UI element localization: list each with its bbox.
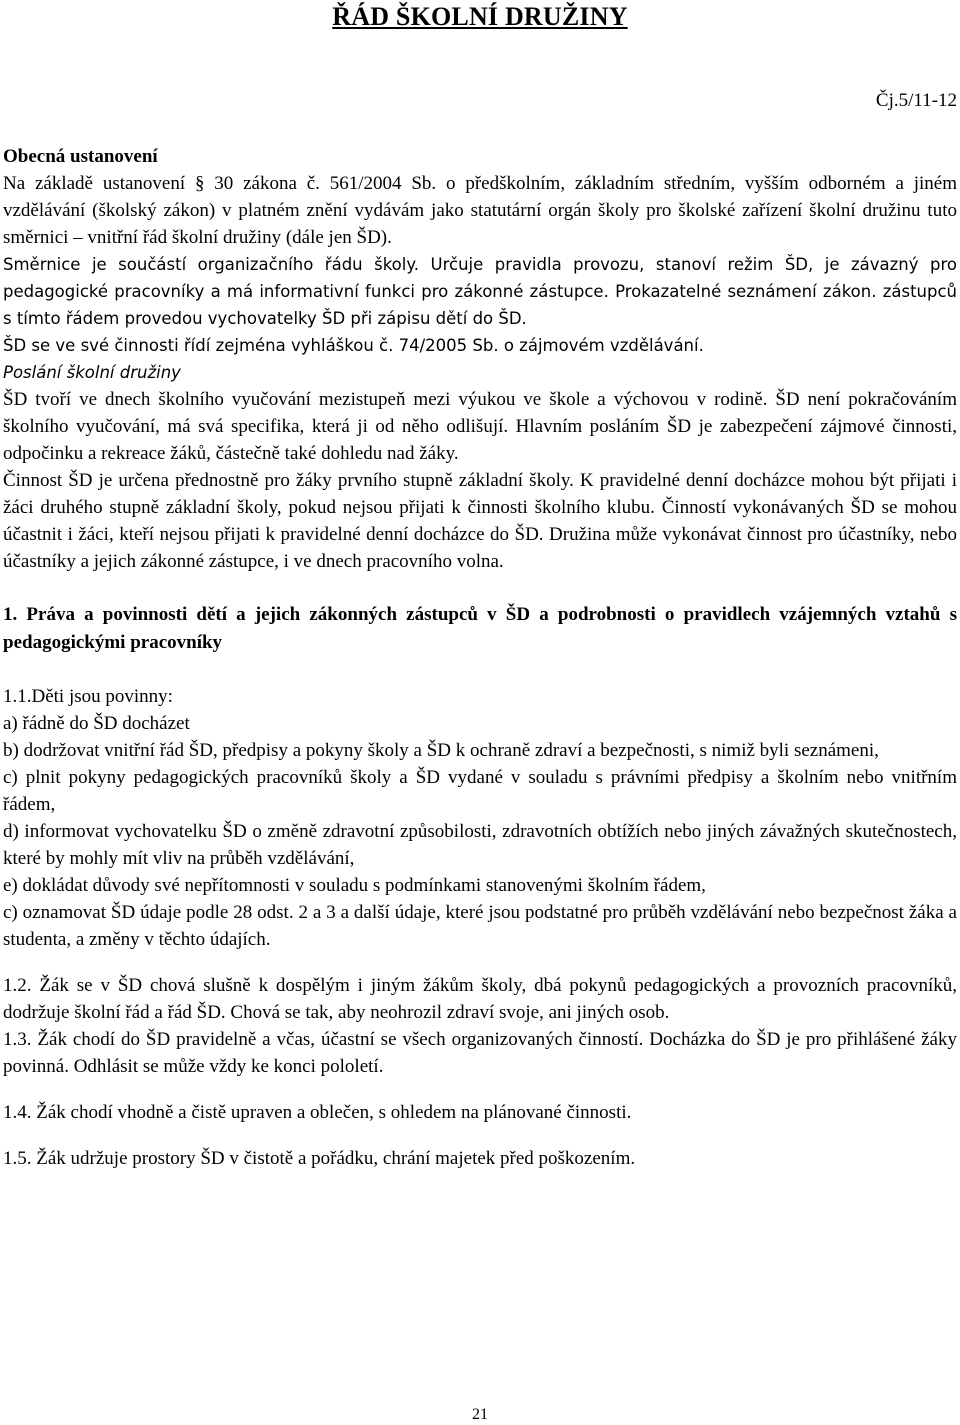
general-text-3-span: Určuje pravidla provozu, stanoví režim ŠD, je závazný pro pedagogické pracovníky a má informativní funkci pro zákonné zástupce. (3, 255, 957, 301)
spacer (3, 1126, 957, 1145)
general-text-5: ŠD se ve své činnosti řídí zejména vyhláškou č. 74/2005 Sb. o zájmovém vzdělávání. (3, 336, 704, 355)
document-body (3, 143, 957, 1172)
spacer (3, 657, 957, 683)
item-1-4: 1.4. Žák chodí vhodně a čistě upraven a oblečen, s ohledem na plánované činnosti. (3, 1102, 632, 1123)
spacer (3, 575, 957, 601)
general-text: Na základě ustanovení § 30 zákona č. 561/2004 Sb. o předškolním, základním středním, vyšším odborném a jiném vzdělávání (školský zákon) v platném znění vydávám jako statutární orgán školy pro školské zařízení školní družinu tuto směrnici – vnitřní řád školní družiny (dále jen ŠD). (3, 173, 957, 248)
item-1-3: 1.3. Žák chodí do ŠD pravidelně a včas, účastní se všech organizovaných činností. Docházka do ŠD je pro přihlášené žáky povinná. Odhlásit se může vždy ke konci pololetí. (3, 1029, 957, 1077)
duty-item: c) plnit pokyny pedagogických pracovníků školy a ŠD vydané v souladu s právními předpisy a školním nebo vnitřním řádem, (3, 767, 957, 815)
activity-text: Činnost ŠD je určena přednostně pro žáky prvního stupně základní školy. K pravidelné denní docházce mohou být přijati i žáci druhého stupně základní školy, pokud nejsou přijati k činnosti školního klubu. Činností vykonávaných ŠD se mohou účastnit i žáci, kteří nejsou přijati k pravidelné denní docházce do ŠD. Družina může vykonávat činnost pro účastníky, nebo účastníky a jejich zákonné zástupce, i ve dnech pracovního volna. (3, 470, 957, 572)
section-1-heading: 1. Práva a povinnosti dětí a jejich zákonných zástupců v ŠD a podrobnosti o pravidlech vzájemných vztahů s pedagogickými pracovníky (3, 604, 957, 653)
general-text-4-span: Prokazatelné seznámení zákon. zástupců s tímto řádem provedou vychovatelky ŠD při zápisu dětí do ŠD. (3, 282, 958, 328)
item-1-5: 1.5. Žák udržuje prostory ŠD v čistotě a pořádku, chrání majetek před poškozením. (3, 1148, 636, 1169)
spacer (3, 1080, 957, 1099)
page-number: 21 (472, 1406, 488, 1423)
document-title: ŘÁD ŠKOLNÍ DRUŽINY (332, 2, 628, 31)
duty-item: a) řádně do ŠD docházet (3, 713, 190, 734)
duties-heading: 1.1.Děti jsou povinny: (3, 686, 173, 707)
mission-text: ŠD tvoří ve dnech školního vyučování mezistupeň mezi výukou ve škole a výchovou v rodině. ŠD není pokračováním školního vyučování, má svá specifika, která ji od něho odlišují. Hlavním posláním ŠD je zabezpečení zájmové činnosti, odpočinku a rekreace žáků, částečně také dohledu nad žáky. (3, 389, 957, 464)
item-1-2: 1.2. Žák se v ŠD chová slušně k dospělým i jiným žákům školy, dbá pokynů pedagogických a provozních pracovníků, dodržuje školní řád a řád ŠD. Chová se tak, aby neohrozil zdraví svoje, ani jiných osob. (3, 975, 957, 1023)
duty-item: b) dodržovat vnitřní řád ŠD, předpisy a pokyny školy a ŠD k ochraně zdraví a bezpečnosti, s nimiž byli seznámeni, (3, 740, 879, 761)
spacer (3, 953, 957, 972)
duty-item: d) informovat vychovatelku ŠD o změně zdravotní způsobilosti, zdravotních obtížích nebo jiných závažných skutečnostech, které by mohly mít vliv na průběh vzdělávání, (3, 821, 957, 869)
general-text-2 (3, 251, 957, 332)
general-text-2-span: Směrnice je součástí organizačního řádu školy. (3, 255, 420, 274)
reference-number: Čj.5/11-12 (875, 90, 957, 111)
duty-item: c) oznamovat ŠD údaje podle 28 odst. 2 a 3 a další údaje, které jsou podstatné pro průběh vzdělávání nebo bezpečnost žáka a studenta, a změny v těchto údajích. (3, 902, 957, 950)
mission-heading: Poslání školní družiny (3, 363, 181, 382)
duty-item: e) dokládat důvody své nepřítomnosti v souladu s podmínkami stanovenými školním řádem, (3, 875, 706, 896)
general-heading: Obecná ustanovení (3, 146, 158, 167)
